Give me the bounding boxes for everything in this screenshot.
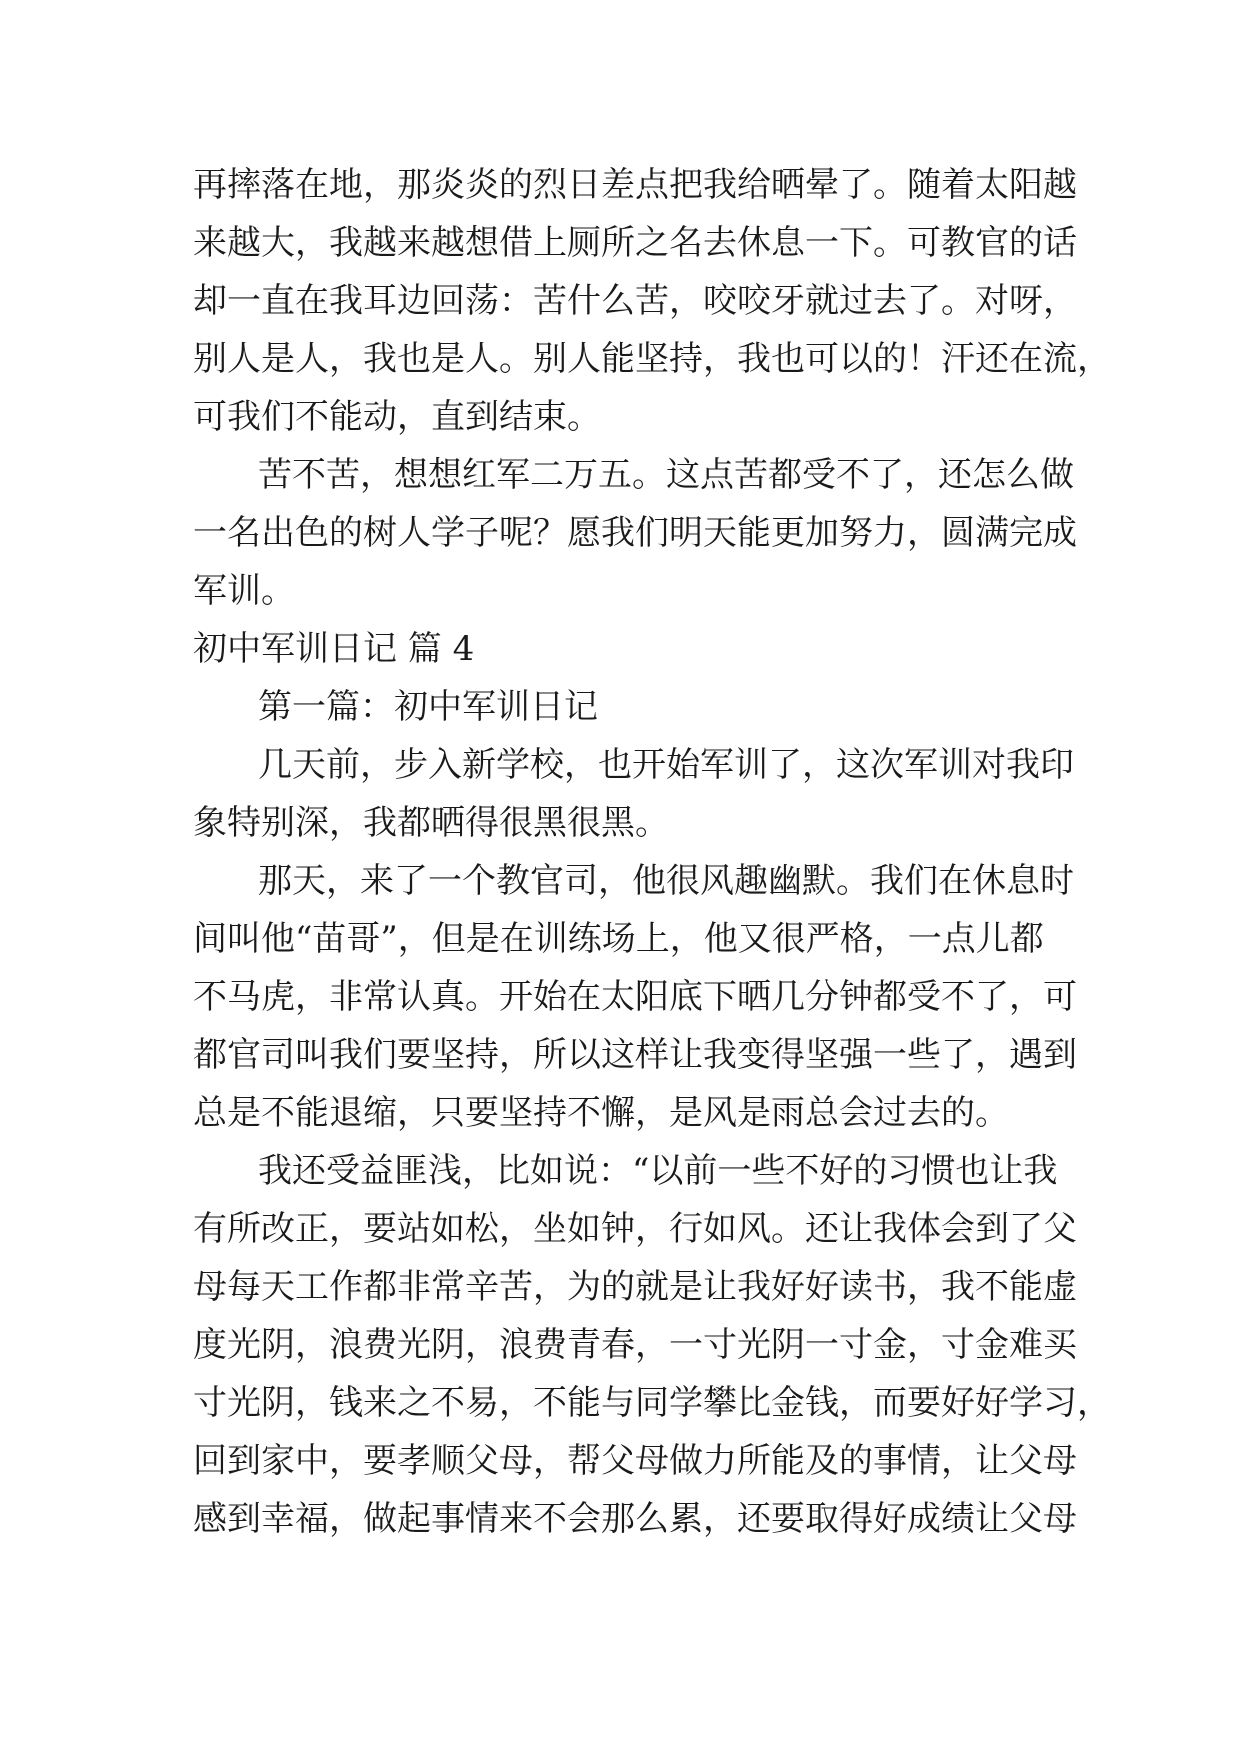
text-line: 有所改正，要站如松，坐如钟，行如风。还让我体会到了父 [193, 1209, 1077, 1249]
text-line: 别人是人，我也是人。别人能坚持，我也可以的！汗还在流， [193, 339, 1111, 379]
text-line: 总是不能退缩，只要坚持不懈，是风是雨总会过去的。 [193, 1093, 1009, 1133]
text-line: 母每天工作都非常辛苦，为的就是让我好好读书，我不能虚 [193, 1267, 1077, 1307]
text-line: 一名出色的树人学子呢？愿我们明天能更加努力，圆满完成 [193, 513, 1077, 553]
text-line: 苦不苦，想想红军二万五。这点苦都受不了，还怎么做 [258, 455, 1074, 495]
text-line: 那天，来了一个教官司，他很风趣幽默。我们在休息时 [258, 861, 1074, 901]
text-line: 度光阴，浪费光阴，浪费青春，一寸光阴一寸金，寸金难买 [193, 1325, 1077, 1365]
text-line: 再摔落在地，那炎炎的烈日差点把我给晒晕了。随着太阳越 [193, 165, 1077, 205]
text-line: 间叫他“苗哥”，但是在训练场上，他又很严格，一点儿都 [193, 919, 1044, 959]
text-line: 我还受益匪浅，比如说：“以前一些不好的习惯也让我 [258, 1151, 1058, 1191]
text-line: 几天前，步入新学校，也开始军训了，这次军训对我印 [258, 745, 1074, 785]
sub-heading: 第一篇：初中军训日记 [258, 687, 598, 727]
text-line: 军训。 [193, 571, 295, 611]
text-line: 寸光阴，钱来之不易，不能与同学攀比金钱，而要好好学习， [193, 1383, 1111, 1423]
text-line: 可我们不能动，直到结束。 [193, 397, 601, 437]
text-line: 都官司叫我们要坚持，所以这样让我变得坚强一些了，遇到 [193, 1035, 1077, 1075]
text-line: 感到幸福，做起事情来不会那么累，还要取得好成绩让父母 [193, 1499, 1077, 1539]
text-line: 来越大，我越来越想借上厕所之名去休息一下。可教官的话 [193, 223, 1077, 263]
text-line: 回到家中，要孝顺父母，帮父母做力所能及的事情，让父母 [193, 1441, 1077, 1481]
text-line: 却一直在我耳边回荡：苦什么苦，咬咬牙就过去了。对呀， [193, 281, 1077, 321]
text-line: 象特别深，我都晒得很黑很黑。 [193, 803, 669, 843]
section-heading: 初中军训日记 篇 4 [193, 629, 475, 669]
text-line: 不马虎，非常认真。开始在太阳底下晒几分钟都受不了，可 [193, 977, 1077, 1017]
